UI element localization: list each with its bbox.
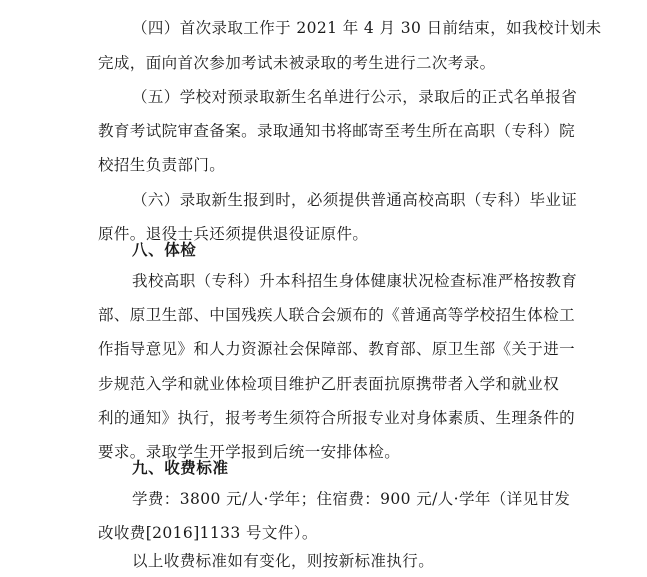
exam-paragraph-line-3: 作指导意见》和人力资源社会保障部、教育部、原卫生部《关于进一 — [98, 340, 576, 358]
exam-paragraph-line-1: 我校高职（专科）升本科招生身体健康状况检查标准严格按教育 — [132, 272, 578, 290]
paragraph-4-line-1: （四）首次录取工作于 2021 年 4 月 30 日前结束，如我校计划未 — [132, 19, 602, 37]
exam-paragraph-line-5: 利的通知》执行，报考考生须符合所报专业对身体素质、生理条件的 — [98, 409, 576, 427]
paragraph-6-line-1: （六）录取新生报到时，必须提供普通高校高职（专科）毕业证 — [132, 191, 578, 209]
exam-paragraph-line-4: 步规范入学和就业体检项目维护乙肝表面抗原携带者入学和就业权 — [98, 375, 560, 393]
paragraph-4-line-2: 完成，面向首次参加考试未被录取的考生进行二次考录。 — [98, 54, 496, 72]
section-heading-physical-exam: 八、体检 — [132, 241, 197, 259]
paragraph-5-line-1: （五）学校对预录取新生名单进行公示，录取后的正式名单报省 — [132, 88, 578, 106]
exam-paragraph-line-2: 部、原卫生部、中国残疾人联合会颁布的《普通高等学校招生体检工 — [98, 306, 576, 324]
fees-paragraph-line-2: 改收费[2016]1133 号文件）。 — [98, 524, 318, 542]
fees-note-line: 以上收费标准如有变化，则按新标准执行。 — [132, 552, 435, 570]
paragraph-5-line-2: 教育考试院审查备案。录取通知书将邮寄至考生所在高职（专科）院 — [98, 122, 576, 140]
paragraph-5-line-3: 校招生负责部门。 — [98, 156, 226, 174]
exam-paragraph-line-6: 要求。录取学生开学报到后统一安排体检。 — [98, 443, 401, 461]
fees-paragraph-line-1: 学费：3800 元/人·学年；住宿费：900 元/人·学年（详见甘发 — [132, 490, 571, 508]
section-heading-fees: 九、收费标准 — [132, 459, 229, 477]
paragraph-6-line-2: 原件。退役士兵还须提供退役证原件。 — [98, 225, 369, 243]
